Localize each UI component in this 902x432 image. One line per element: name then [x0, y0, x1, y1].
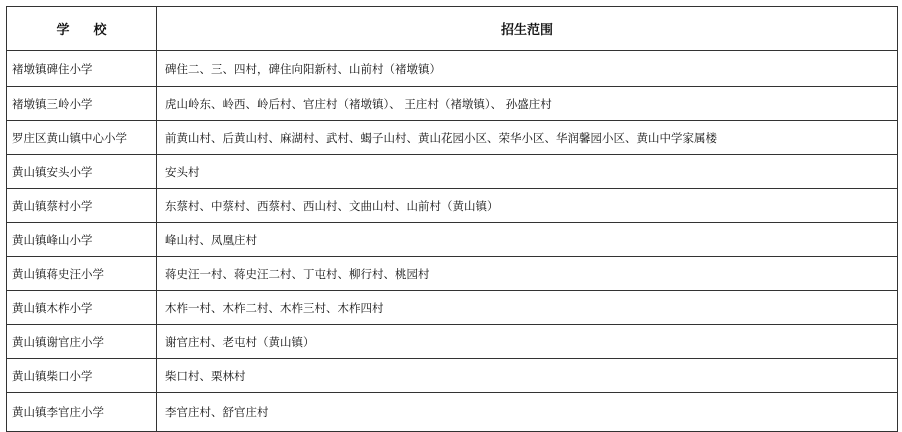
table-header-row — [7, 7, 898, 51]
scope-cell: 东蔡村、中蔡村、西蔡村、西山村、文曲山村、山前村（黄山镇） — [157, 189, 898, 223]
scope-cell: 安头村 — [157, 155, 898, 189]
table-row — [7, 291, 898, 325]
table-row — [7, 223, 898, 257]
school-cell: 罗庄区黄山镇中心小学 — [7, 121, 157, 155]
header-school-char-2: 校 — [93, 23, 107, 38]
scope-cell: 柴口村、栗林村 — [157, 359, 898, 393]
table-row — [7, 359, 898, 393]
table-row — [7, 257, 898, 291]
header-school — [7, 7, 157, 51]
school-cell: 褚墩镇碑住小学 — [7, 51, 157, 87]
scope-cell: 谢官庄村、老屯村（黄山镇） — [157, 325, 898, 359]
school-cell: 褚墩镇三岭小学 — [7, 87, 157, 121]
enrollment-table — [6, 6, 898, 432]
school-cell: 黄山镇蔡村小学 — [7, 189, 157, 223]
scope-cell: 虎山岭东、岭西、岭后村、官庄村（褚墩镇）、 王庄村（褚墩镇）、 孙盛庄村 — [157, 87, 898, 121]
table-row — [7, 51, 898, 87]
header-school-char-1: 学 — [56, 23, 70, 38]
school-cell: 黄山镇木柞小学 — [7, 291, 157, 325]
table-row — [7, 393, 898, 432]
scope-cell: 李官庄村、舒官庄村 — [157, 393, 898, 432]
table-row — [7, 325, 898, 359]
scope-cell: 碑住二、三、四村，碑住向阳新村、山前村（褚墩镇） — [157, 51, 898, 87]
school-cell: 黄山镇峰山小学 — [7, 223, 157, 257]
table-row — [7, 155, 898, 189]
table-row — [7, 87, 898, 121]
school-cell: 黄山镇柴口小学 — [7, 359, 157, 393]
table-row — [7, 189, 898, 223]
school-cell: 黄山镇谢官庄小学 — [7, 325, 157, 359]
scope-cell: 前黄山村、后黄山村、麻湖村、武村、蝎子山村、黄山花园小区、荣华小区、华润馨园小区、黄山中学家属楼 — [157, 121, 898, 155]
enrollment-table-container — [6, 6, 897, 432]
scope-cell: 木柞一村、木柞二村、木柞三村、木柞四村 — [157, 291, 898, 325]
table-row — [7, 121, 898, 155]
school-cell: 黄山镇安头小学 — [7, 155, 157, 189]
scope-cell: 峰山村、凤凰庄村 — [157, 223, 898, 257]
header-scope: 招生范围 — [157, 7, 898, 51]
scope-cell: 蒋史汪一村、蒋史汪二村、丁屯村、柳行村、桃园村 — [157, 257, 898, 291]
school-cell: 黄山镇蒋史汪小学 — [7, 257, 157, 291]
school-cell: 黄山镇李官庄小学 — [7, 393, 157, 432]
